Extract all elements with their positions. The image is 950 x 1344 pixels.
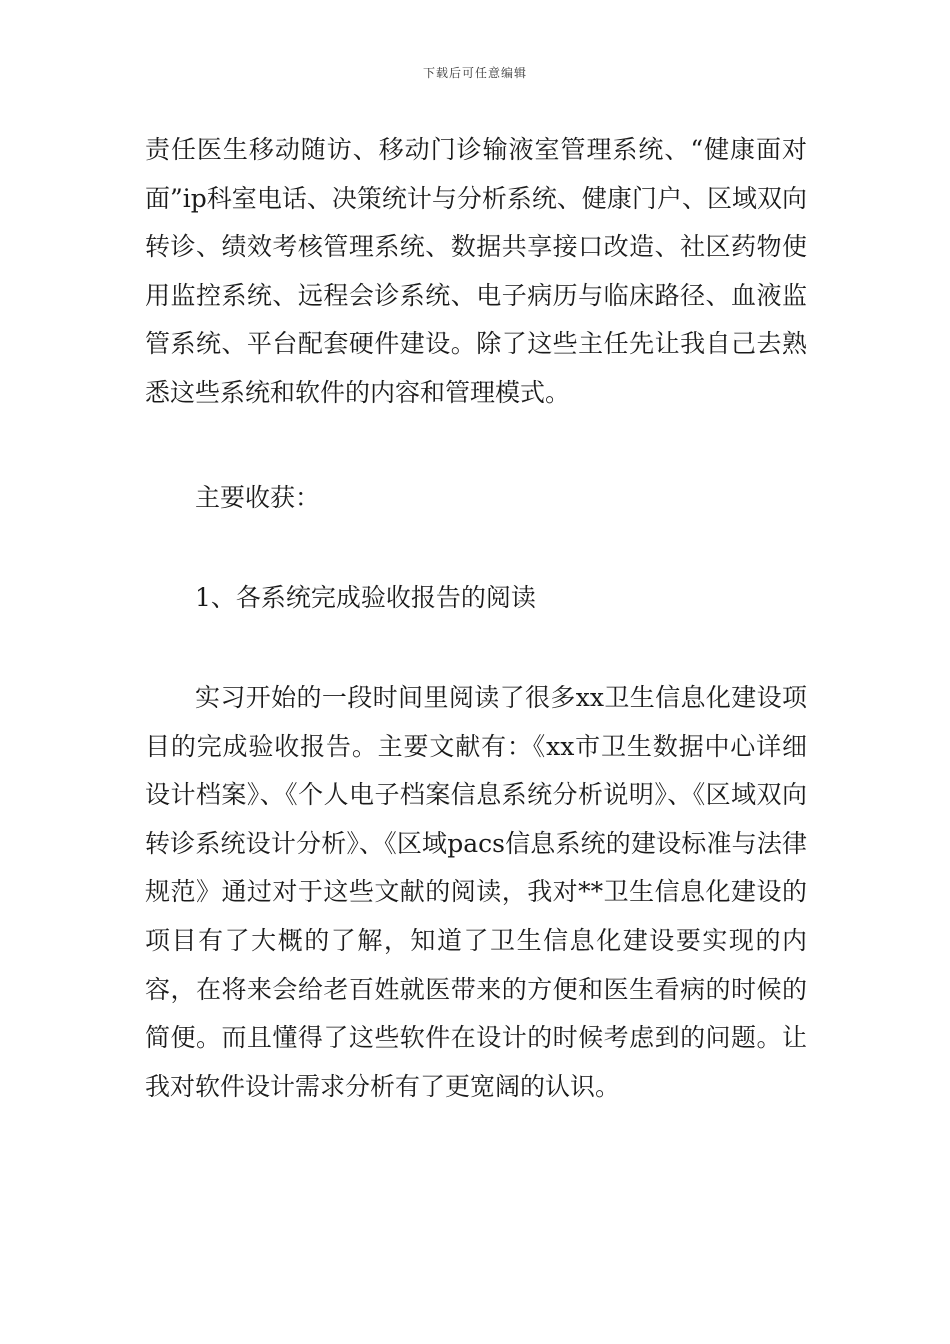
paragraph-reading-reports: [145, 674, 807, 1111]
body-paragraph: 责任医生移动随访、移动门诊输液室管理系统、“健康面对面”ip科室电话、决策统计与分析系统、健康门户、区域双向转诊、绩效考核管理系统、数据共享接口改造、社区药物使用监控系统、远程会诊系统、电子病历与临床路径、血液监管系统、平台配套硬件建设。除了这些主任先让我自己去熟悉这些系统和软件的内容和管理模式。: [145, 135, 807, 407]
section-heading-item1: 1、各系统完成验收报告的阅读: [195, 583, 536, 612]
section-heading-gains-block: [145, 474, 807, 523]
page-header-note: 下载后可任意编辑: [422, 66, 527, 80]
section-heading-gains: 主要收获：: [195, 483, 321, 512]
paragraph-systems-list: [145, 126, 807, 418]
section-heading-item1-block: [145, 574, 807, 623]
body-paragraph: 实习开始的一段时间里阅读了很多xx卫生信息化建设项目的完成验收报告。主要文献有：《xx市卫生数据中心详细设计档案》、《个人电子档案信息系统分析说明》、《区域双向转诊系统设计分析》、《区域pacs信息系统的建设标准与法律规范》通过对于这些文献的阅读，我对**卫生信息化建设的项目有了大概的了解，知道了卫生信息化建设要实现的内容，在将来会给老百姓就医带来的方便和医生看病的时候的简便。而且懂得了这些软件在设计的时候考虑到的问题。让我对软件设计需求分析有了更宽阔的认识。: [145, 683, 807, 1101]
